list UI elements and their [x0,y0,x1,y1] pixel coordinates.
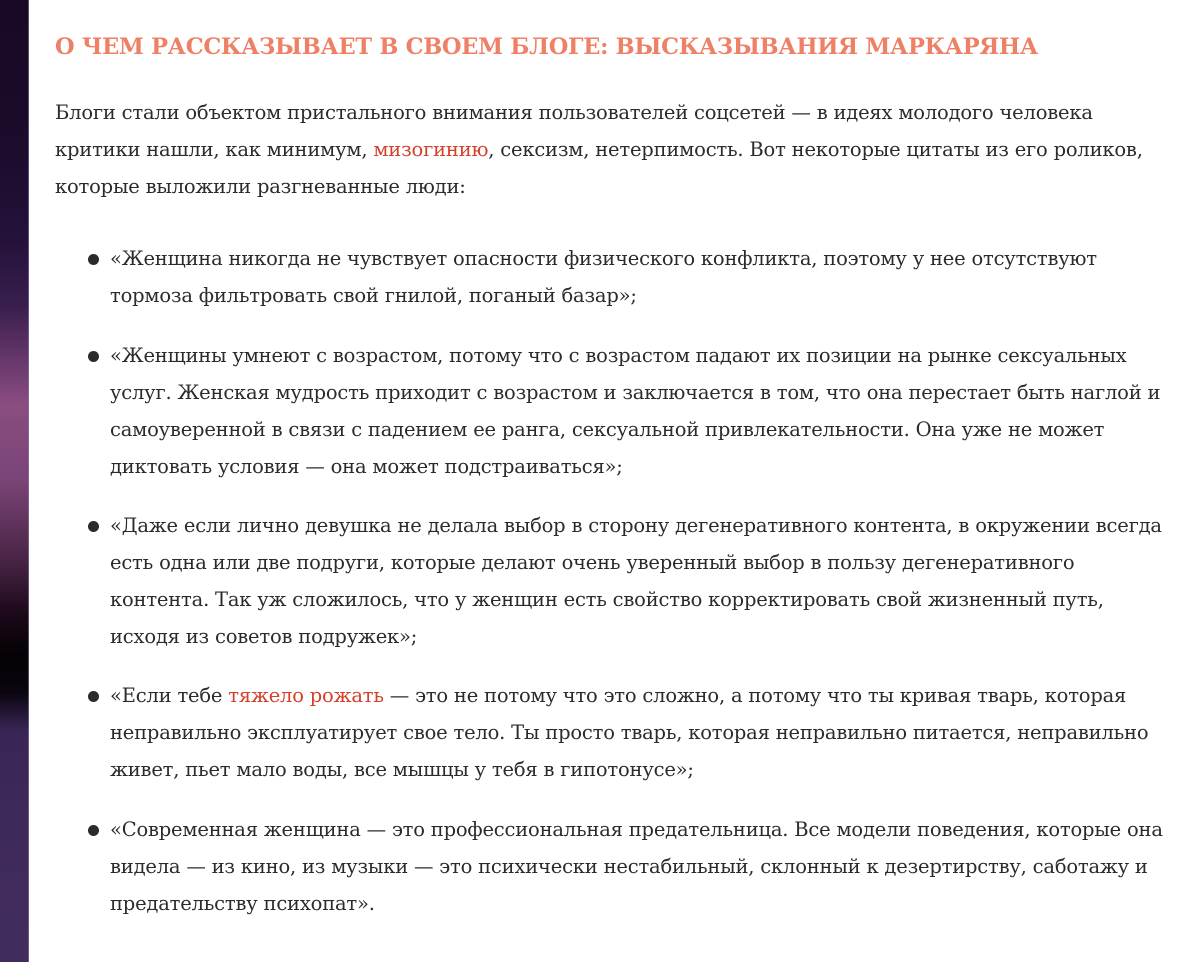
quote-text-after: — это не потому что это сложно, а потому что ты кривая тварь, которая неправильно эксплуатирует свое тело. Ты просто тварь, которая неправильно питается, неправильно живет, пьет мало воды, все мышцы у тебя в гипотонусе»; [110,684,1149,781]
quote-text: «Даже если лично девушка не делала выбор в сторону дегенеративного контента, в окружении всегда есть одна или две подруги, которые делают очень уверенный выбор в пользу дегенеративного контента. Так уж сложилось, что у женщин есть свойство корректировать свой жизненный путь, исходя из советов подружек»; [110,514,1162,648]
bullet-icon [88,691,99,702]
quote-item [55,811,1165,922]
quote-item [55,240,1165,337]
quote-item [55,677,1165,811]
intro-text-after: , сексизм, нетерпимость. Вот некоторые цитаты из его роликов, которые выложили разгневанные люди: [55,138,1143,198]
bullet-icon [88,351,99,362]
bullet-icon [88,521,99,532]
intro-text-before: Блоги стали объектом пристального внимания пользователей соцсетей — в идеях молодого человека критики нашли, как минимум, [55,101,1093,161]
quote-text: «Современная женщина — это профессиональная предательница. Все модели поведения, которые она видела — из кино, из музыки — это психически нестабильный, склонный к дезертирству, саботажу и предательству психопат». [110,818,1163,915]
bullet-icon [88,254,99,265]
misogyny-link[interactable]: мизогинию [373,138,489,161]
section-title: О ЧЕМ РАССКАЗЫВАЕТ В СВОЕМ БЛОГЕ: ВЫСКАЗЫВАНИЯ МАРКАРЯНА [55,34,1038,60]
side-decorative-image [0,0,29,962]
quote-text-before: «Если тебе [110,684,229,707]
quotes-list [55,240,1165,922]
bullet-icon [88,825,99,836]
hard-childbirth-link[interactable]: тяжело рожать [228,684,384,707]
quote-text: «Женщина никогда не чувствует опасности физического конфликта, поэтому у нее отсутствуют тормоза фильтровать свой гнилой, поганый базар»; [110,247,1097,307]
quote-item [55,337,1165,507]
intro-paragraph [55,94,1155,205]
quote-item [55,507,1165,677]
quote-text: «Женщины умнеют с возрастом, потому что с возрастом падают их позиции на рынке сексуальных услуг. Женская мудрость приходит с возрастом и заключается в том, что она перестает быть наглой и самоуверенной в связи с падением ее ранга, сексуальной привлекательности. Она уже не может диктовать условия — она может подстраиваться»; [110,344,1161,478]
